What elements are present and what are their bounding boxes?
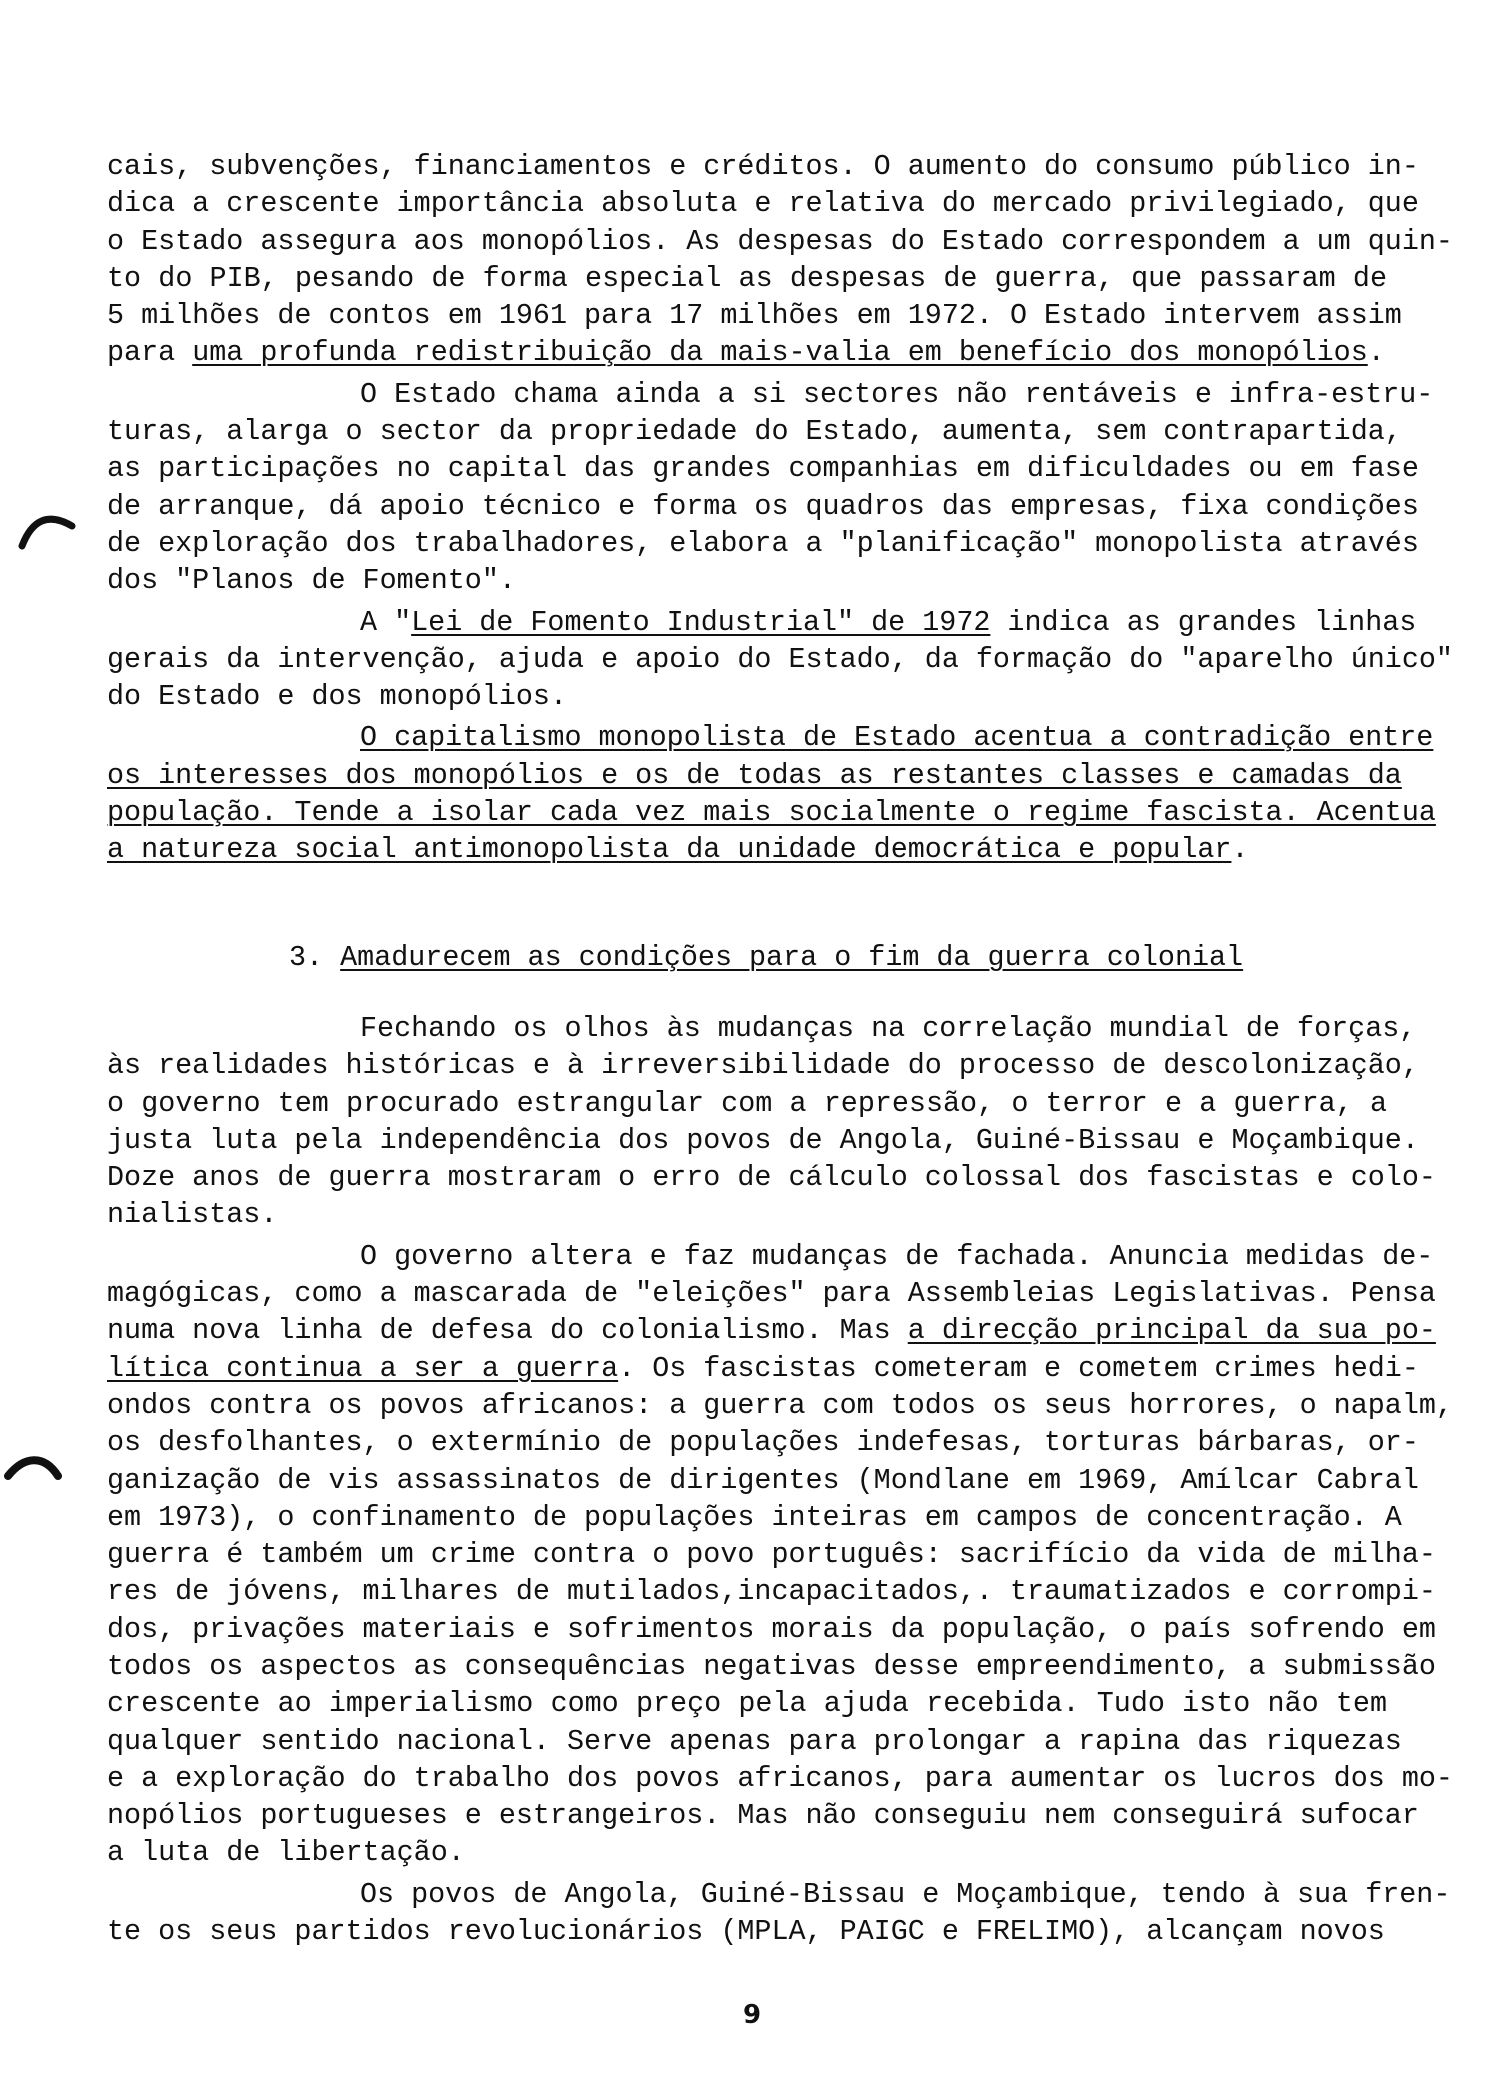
text-line xyxy=(107,488,1419,525)
text-run: a luta de libertação. xyxy=(107,1836,465,1870)
text-line xyxy=(107,1312,1436,1349)
text-line xyxy=(107,450,1419,487)
text-run: . Os fascistas cometeram e cometem crimes hedi- xyxy=(618,1351,1419,1385)
text-run: O Estado chama ainda a si sectores não rentáveis e infra-estru- xyxy=(360,377,1434,411)
underlined-text: população. Tende a isolar cada vez mais socialmente o regime fascista. Acentua xyxy=(107,796,1436,830)
text-run: as participações no capital das grandes companhias em dificuldades ou em fase xyxy=(107,452,1419,486)
underlined-text: lítica continua a ser a guerra xyxy=(107,1351,619,1385)
text-run: de exploração dos trabalhadores, elabora a "planificação" monopolista através xyxy=(107,526,1419,560)
text-line xyxy=(107,1499,1402,1536)
text-line xyxy=(107,1876,1451,1913)
section-before-heading xyxy=(107,148,1453,869)
text-run: e a exploração do trabalho dos povos africanos, para aumentar os lucros dos mo- xyxy=(107,1761,1453,1795)
text-line xyxy=(107,831,1387,868)
text-line xyxy=(107,1196,1387,1233)
page-number: 9 xyxy=(742,2000,762,2030)
underlined-text: a natureza social antimonopolista da unidade democrática e popular xyxy=(107,833,1232,867)
paragraph xyxy=(107,1010,1436,1234)
paragraph xyxy=(107,376,1434,600)
text-line xyxy=(107,148,1419,185)
spacer xyxy=(107,976,1387,1010)
text-run: turas, alarga o sector da propriedade do Estado, aumenta, sem contrapartida, xyxy=(107,415,1402,449)
text-run: 5 milhões de contos em 1961 para 17 milhões em 1972. O Estado intervem assim xyxy=(107,299,1402,333)
text-line xyxy=(107,525,1419,562)
text-line xyxy=(107,604,1417,641)
text-run: nialistas. xyxy=(107,1198,278,1232)
text-line xyxy=(107,297,1402,334)
text-run: Doze anos de guerra mostraram o erro de cálculo colossal dos fascistas e colo- xyxy=(107,1161,1436,1195)
text-line xyxy=(107,1047,1419,1084)
text-run: o governo tem procurado estrangular com a repressão, o terror e a guerra, a xyxy=(107,1086,1387,1120)
binding-mark-top xyxy=(18,510,76,550)
text-line xyxy=(107,678,1387,715)
text-line xyxy=(107,641,1453,678)
text-run: . xyxy=(1231,833,1249,867)
text-run: te os seus partidos revolucionários (MPLA, PAIGC e FRELIMO), alcançam novos xyxy=(107,1915,1385,1949)
underlined-text: a direcção principal da sua po- xyxy=(907,1314,1436,1348)
text-line xyxy=(107,562,1387,599)
text-line xyxy=(107,185,1419,222)
text-line xyxy=(107,376,1434,413)
text-line xyxy=(107,1723,1402,1760)
text-run: justa luta pela independência dos povos de Angola, Guiné-Bissau e Moçambique. xyxy=(107,1123,1419,1157)
text-run: . xyxy=(1367,336,1385,370)
text-line xyxy=(107,260,1387,297)
underlined-text: O capitalismo monopolista de Estado acentua a contradição entre xyxy=(360,721,1434,755)
paragraph xyxy=(107,604,1453,716)
text-run: magógicas, como a mascarada de "eleições" para Assembleias Legislativas. Pensa xyxy=(107,1277,1436,1311)
text-line xyxy=(107,334,1387,371)
text-line xyxy=(107,1573,1436,1610)
text-run: Fechando os olhos às mudanças na correlação mundial de forças, xyxy=(360,1011,1417,1045)
text-run: crescente ao imperialismo como preço pela ajuda recebida. Tudo isto não tem xyxy=(107,1687,1387,1721)
section-number: 3. xyxy=(289,940,324,974)
paragraph xyxy=(107,1238,1453,1872)
underlined-text: uma profunda redistribuição da mais-valia em benefício dos monopólios xyxy=(192,336,1368,370)
text-line xyxy=(107,1536,1436,1573)
text-line xyxy=(107,1760,1453,1797)
text-run: dica a crescente importância absoluta e relativa do mercado privilegiado, que xyxy=(107,187,1419,221)
paragraph xyxy=(107,148,1453,372)
text-line xyxy=(107,1913,1387,1950)
text-run: indica as grandes linhas xyxy=(990,605,1417,639)
paragraph xyxy=(107,1876,1451,1951)
binding-mark-bottom xyxy=(4,1450,62,1490)
text-run: às realidades históricas e à irreversibilidade do processo de descolonização, xyxy=(107,1049,1419,1083)
text-line xyxy=(107,1834,1387,1871)
text-line xyxy=(107,757,1402,794)
text-run: ganização de vis assassinatos de dirigentes (Mondlane em 1969, Amílcar Cabral xyxy=(107,1463,1419,1497)
text-line xyxy=(107,1238,1434,1275)
text-line xyxy=(107,1648,1436,1685)
text-run: Os povos de Angola, Guiné-Bissau e Moçambique, tendo à sua fren- xyxy=(360,1877,1451,1911)
text-run: qualquer sentido nacional. Serve apenas para prolongar a rapina das riquezas xyxy=(107,1724,1402,1758)
text-line xyxy=(107,794,1436,831)
section-title: Amadurecem as condições para o fim da guerra colonial xyxy=(340,940,1244,974)
underlined-text: Lei de Fomento Industrial" de 1972 xyxy=(411,605,991,639)
text-run: de arranque, dá apoio técnico e forma os quadros das empresas, fixa condições xyxy=(107,489,1419,523)
paragraph xyxy=(107,719,1436,868)
text-run: cais, subvenções, financiamentos e créditos. O aumento do consumo público in- xyxy=(107,150,1419,183)
text-run: numa nova linha de defesa do colonialismo. Mas xyxy=(107,1314,908,1348)
text-line xyxy=(107,1122,1419,1159)
text-line xyxy=(107,1611,1436,1648)
section-body xyxy=(107,1010,1453,1950)
text-run: do Estado e dos monopólios. xyxy=(107,680,568,714)
text-run: nopólios portugueses e estrangeiros. Mas não conseguiu nem conseguirá sufocar xyxy=(107,1799,1419,1833)
text-line xyxy=(107,413,1402,450)
text-line xyxy=(107,719,1434,756)
section-heading xyxy=(107,939,1387,976)
document-page xyxy=(107,148,1453,1950)
text-line xyxy=(107,1462,1419,1499)
text-line xyxy=(107,1797,1419,1834)
text-run: os desfolhantes, o extermínio de populações indefesas, torturas bárbaras, or- xyxy=(107,1426,1419,1460)
text-run: dos, privações materiais e sofrimentos morais da população, o país sofrendo em xyxy=(107,1612,1436,1646)
text-line xyxy=(107,1350,1419,1387)
text-line xyxy=(107,1275,1436,1312)
text-run: dos "Planos de Fomento". xyxy=(107,564,516,598)
text-run: to do PIB, pesando de forma especial as despesas de guerra, que passaram de xyxy=(107,261,1387,295)
text-line xyxy=(107,1424,1419,1461)
text-run: O governo altera e faz mudanças de fachada. Anuncia medidas de- xyxy=(360,1239,1434,1273)
text-line xyxy=(107,1085,1387,1122)
text-run: gerais da intervenção, ajuda e apoio do Estado, da formação do "aparelho único" xyxy=(107,642,1453,676)
text-run: guerra é também um crime contra o povo português: sacrifício da vida de milha- xyxy=(107,1538,1436,1572)
spacer xyxy=(107,869,1387,939)
text-line xyxy=(107,1685,1387,1722)
text-run: para xyxy=(107,336,193,370)
text-run: ondos contra os povos africanos: a guerra com todos os seus horrores, o napalm, xyxy=(107,1388,1453,1422)
text-run: A " xyxy=(360,605,412,639)
text-run: todos os aspectos as consequências negativas desse empreendimento, a submissão xyxy=(107,1649,1436,1683)
text-line xyxy=(107,1387,1453,1424)
text-run: res de jóvens, milhares de mutilados,incapacitados,. traumatizados e corrompi- xyxy=(107,1575,1436,1609)
text-run: o Estado assegura aos monopólios. As despesas do Estado correspondem a um quin- xyxy=(107,224,1453,258)
text-line xyxy=(107,1159,1436,1196)
text-line xyxy=(107,1010,1417,1047)
text-line xyxy=(107,223,1453,260)
underlined-text: os interesses dos monopólios e os de todas as restantes classes e camadas da xyxy=(107,758,1402,792)
text-run: em 1973), o confinamento de populações inteiras em campos de concentração. A xyxy=(107,1500,1402,1534)
